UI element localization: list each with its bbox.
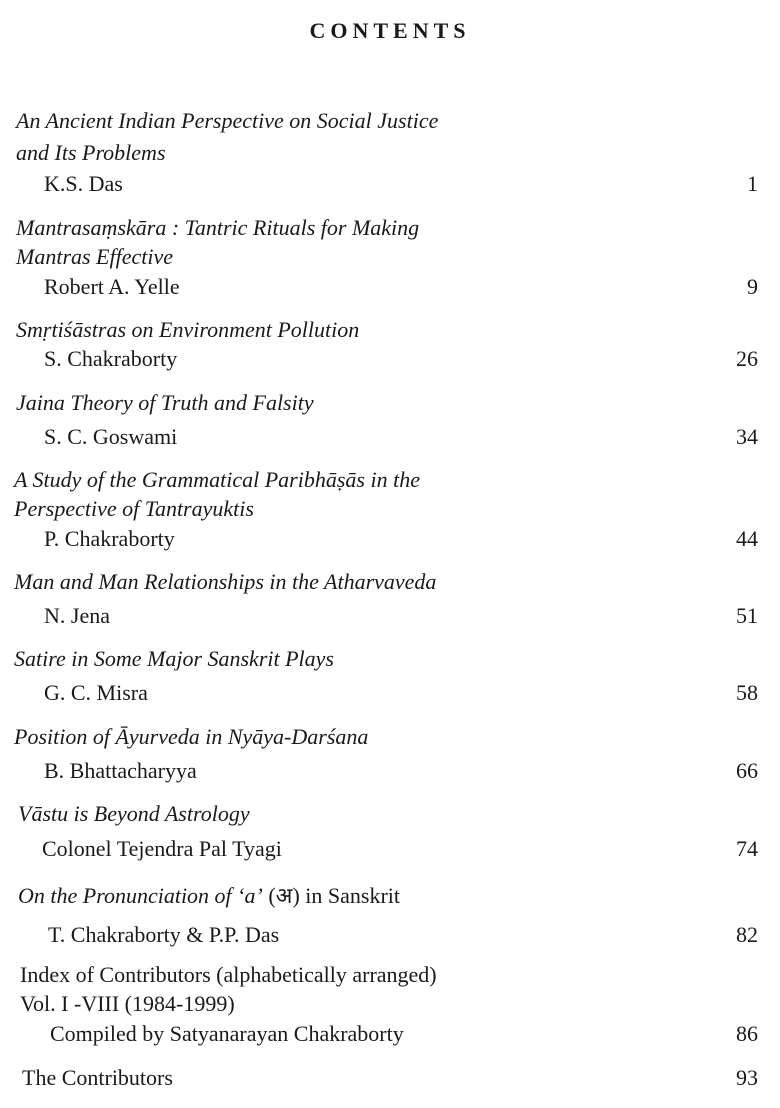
entry-author: T. Chakraborty & P.P. Das [48,922,280,947]
entry-title-text: A Study of the Grammatical Paribhāṣās in the [14,467,420,492]
entry-page-number: 9 [747,274,758,299]
entry-title-text: Satire in Some Major Sanskrit Plays [14,646,334,671]
entry-page-number: 34 [736,424,758,449]
entry-title-line [16,214,419,242]
entry-title-text: An Ancient Indian Perspective on Social Justice [16,108,439,133]
entry-title-text: and Its Problems [16,140,166,165]
entry-title-text: Smṛtiśāstras on Environment Pollution [16,317,360,342]
page-title: CONTENTS [309,18,471,43]
entry-page-number: 58 [736,680,758,705]
entry-author: S. Chakraborty [44,346,178,371]
entry-page-number: 1 [747,171,758,196]
entry-page-number: 26 [736,346,758,371]
entry-author: Colonel Tejendra Pal Tyagi [42,836,282,861]
entry-title-text: Perspective of Tantrayuktis [14,496,254,521]
entry-title-line [22,1064,173,1092]
entry-title-text: Mantras Effective [16,244,174,269]
entry-page-number: 86 [736,1021,758,1046]
entry-title-line [14,466,420,494]
entry-page-number: 82 [736,922,758,947]
entry-page-number: 74 [736,836,758,861]
entry-author: S. C. Goswami [44,424,178,449]
entry-page-number: 51 [736,603,758,628]
entry-author: G. C. Misra [44,680,148,705]
entry-author: P. Chakraborty [44,526,175,551]
entry-title-line [16,316,359,344]
entry-title-text: Jaina Theory of Truth and Falsity [16,390,314,415]
entry-title-line [14,723,368,751]
entry-title-line [16,139,166,167]
entry-title-line [18,800,250,828]
entry-title-text: Index of Contributors (alphabetically arranged) [20,962,437,987]
entry-title-text: Vāstu is Beyond Astrology [18,801,250,826]
entry-title-suffix: (अ) in Sanskrit [262,883,401,908]
entry-title-line [20,990,235,1018]
entry-title-line [18,882,400,910]
entry-title-line [16,243,173,271]
entry-title-text: Vol. I -VIII (1984-1999) [20,991,235,1016]
entry-title-line [14,495,254,523]
entry-title-line [14,568,436,596]
entry-author: K.S. Das [44,171,123,196]
entry-title-text: Mantrasaṃskāra : Tantric Rituals for Making [16,215,420,240]
entry-page-number: 44 [736,526,758,551]
entry-author: N. Jena [44,603,110,628]
entry-title-text: Position of Āyurveda in Nyāya-Darśana [14,724,369,749]
entry-title-line [16,389,314,417]
entry-author: B. Bhattacharyya [44,758,197,783]
entry-page-number: 66 [736,758,758,783]
entry-title-line [16,107,438,135]
entry-title-line [20,961,437,989]
entry-title-line [14,645,334,673]
entry-author: Robert A. Yelle [44,274,180,299]
entry-title-text: The Contributors [22,1065,173,1090]
entry-page-number: 93 [736,1065,758,1090]
entry-title-text: Man and Man Relationships in the Atharvaveda [14,569,437,594]
entry-title-text: On the Pronunciation of ‘a’ [18,883,263,908]
entry-author: Compiled by Satyanarayan Chakraborty [50,1021,404,1046]
